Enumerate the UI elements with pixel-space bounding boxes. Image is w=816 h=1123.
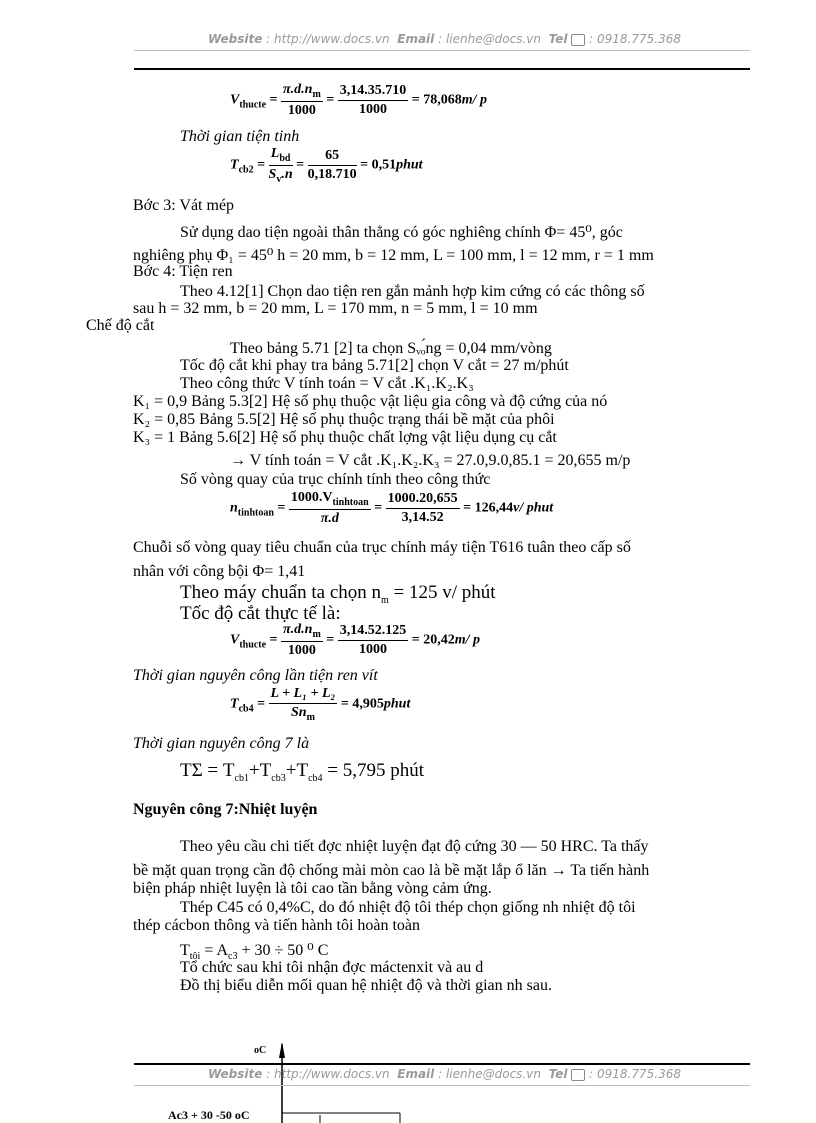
footer-rule [134,1063,750,1065]
graph-y-label: oC [254,1045,267,1056]
header-website-label: Website [208,32,263,46]
text-spindle-speed-intro: Số vòng quay của trục chính tính theo công thức [180,471,491,488]
text-cutting-speed: Tốc độ cắt khi phay tra bảng 5.71[2] chọn V cắt = 27 m/phút [180,357,569,374]
label-fine-turning-time: Thời gian tiện tinh [180,128,300,145]
label-op7-time: Thời gian nguyên công 7 là [133,735,310,752]
label-thread-time: Thời gian nguyên công lần tiện ren vít [133,667,378,684]
phone-icon [571,1069,585,1081]
header-rule [134,68,750,70]
header-thin-rule [134,50,750,51]
header-email[interactable]: : lienhe@docs.vn [438,32,541,46]
text-v-calculated: → V tính toán = V cắt .K₁.K₂.K₃ = 27.0,9.0,85.1 = 20,655 m/p [230,452,631,469]
op7-paragraph-1-line-3: biện pháp nhiệt luyện là tôi cao tần bằng vòng cảm ứng. [133,880,492,897]
text-actual-speed: Tốc độ cắt thực tế là: [180,603,341,624]
text-structure: Tổ chức sau khi tôi nhận đợc máctenxit và au d [180,959,484,976]
equation-t-toi: $T_{tôi} = A_{c3} + 30 \div 50$ ⁰ C [180,942,329,963]
text-k3: K₃ = 1 Bảng 5.6[2] Hệ số phụ thuộc chất lợng vật liệu dụng cụ cắt [133,429,557,446]
footer-website-label: Website [208,1067,263,1081]
equation-v-thucte-1: $V_{thucte}$ = $\frac{\pi.d.n_m}{1000}$ = $\frac{3,14.35.710}{1000}$ = 78,068m/ p [230,82,488,118]
section-op7-title: Nguyên công 7:Nhiệt luyện [133,801,318,818]
step-3-text-1: Sử dụng dao tiện ngoài thân thẳng có góc nghiêng chính Φ= 45⁰, góc [180,224,623,241]
page-header [208,32,681,46]
text-graph-intro: Đồ thị biểu diễn mối quan hệ nhiệt độ và thời gian nh sau. [180,977,552,994]
text-k2: K₂ = 0,85 Bảng 5.5[2] Hệ số phụ thuộc trạng thái bề mặt của phôi [133,411,555,428]
step-3-heading: Bớc 3: Vát mép [133,197,235,214]
footer-website-url[interactable]: : http://www.docs.vn [266,1067,390,1081]
equation-tcb4: $T_{cb4}$ = $\frac{\text{L + L₁ + L₂}}{Sn_m}$ = 4,905phut [230,686,411,723]
footer-tel-label: Tel [548,1067,568,1081]
equation-n-tinhtoan: $n_{tinhtoan}$ = $\frac{1000.V_{tinhtoan}}{\pi.d}$ = $\frac{1000.20,655}{3,14.52}$ = 126,44v/ phut [230,490,554,526]
footer-email[interactable]: : lienhe@docs.vn [438,1067,541,1081]
text-speed-series-2: nhân với công bội Φ= 1,41 [133,563,306,580]
phone-icon [571,34,585,46]
text-feed-selection: Theo bảng 5.71 [2] ta chọn Sᵥₒ́ng = 0,04 mm/vòng [230,340,552,357]
step-4-heading: Bớc 4: Tiện ren [133,263,233,280]
op7-paragraph-2-line-2: thép cácbon thông và tiến hành tôi hoàn toàn [133,917,421,934]
graph-y-arrow [279,1042,285,1058]
equation-tcb2: $T_{cb2}$ = $\frac{L_{bd}}{S_v.n}$ = $\frac{65}{0,18.710}$ = 0,51phut [230,146,423,185]
temperature-time-graph [270,1040,410,1123]
text-k1: K₁ = 0,9 Bảng 5.3[2] Hệ số phụ thuộc vật liệu gia công và độ cứng của nó [133,393,608,410]
op7-paragraph-1-line-1: Theo yêu cầu chi tiết đợc nhiệt luyện đạt độ cứng 30 — 50 HRC. Ta thấy [180,838,649,855]
text-machine-speed: Theo máy chuẩn ta chọn $n_m = 125$ v/ phút [180,582,496,606]
cutting-mode-heading: Chế độ cắt [86,317,155,334]
page-footer [208,1067,681,1081]
step-4-text-2: sau h = 32 mm, b = 20 mm, L = 170 mm, n = 5 mm, l = 10 mm [133,300,538,317]
op7-paragraph-2-line-1: Thép C45 có 0,4%C, do đó nhiệt độ tôi thép chọn giống nh nhiệt độ tôi [180,899,636,916]
step-4-text-1: Theo 4.12[1] Chọn dao tiện ren gắn mảnh hợp kim cứng có các thông số [180,283,645,300]
header-tel-label: Tel [548,32,568,46]
footer-email-label: Email [397,1067,435,1081]
equation-total-time: $T\Sigma = T_{cb1}+T_{cb3}+T_{cb4} = 5,795$ phút [180,760,425,784]
header-email-label: Email [397,32,435,46]
footer-tel: : 0918.775.368 [589,1067,681,1081]
graph-level-label: Ac3 + 30 -50 oC [168,1108,250,1122]
text-speed-series-1: Chuỗi số vòng quay tiêu chuẩn của trục chính máy tiện T616 tuân theo cấp số [133,539,631,556]
footer-thin-rule [134,1085,750,1086]
header-tel: : 0918.775.368 [589,32,681,46]
equation-v-thucte-2: $V_{thucte}$ = $\frac{\pi.d.n_m}{1000}$ = $\frac{3,14.52.125}{1000}$ = 20,42m/ p [230,622,481,658]
text-formula: Theo công thức V tính toán = V cắt .K₁.K₂.K₃ [180,375,474,392]
step-3-text-2: nghiêng phụ Φ₁ = 45⁰ h = 20 mm, b = 12 mm, L = 100 mm, l = 12 mm, r = 1 mm [133,247,654,264]
op7-paragraph-1-line-2: bề mặt quan trọng cần độ chống mài mòn cao là bề mặt lắp ổ lăn → Ta tiến hành [133,862,650,879]
header-website-url[interactable]: : http://www.docs.vn [266,32,390,46]
